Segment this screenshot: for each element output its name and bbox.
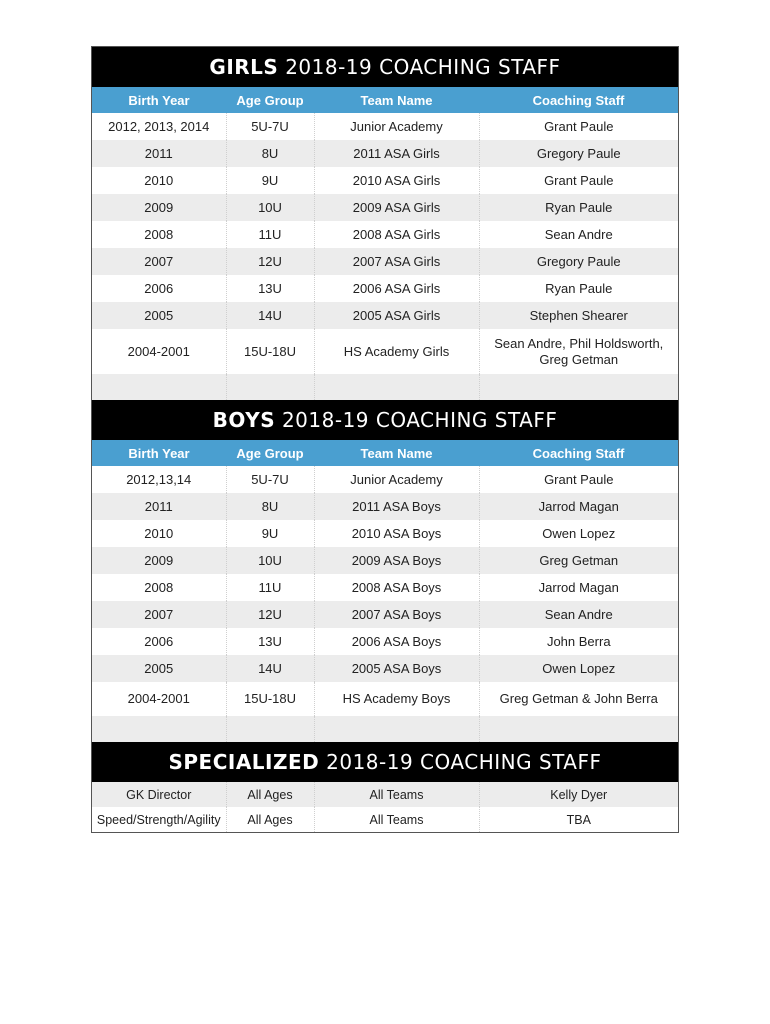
- cell-birth-year: 2010: [92, 167, 226, 194]
- cell-age-group: 14U: [226, 302, 314, 329]
- cell-age-group: 15U-18U: [226, 682, 314, 716]
- cell-coaching-staff: Greg Getman: [479, 547, 678, 574]
- girls-header-row: [92, 87, 678, 113]
- girls-table: [92, 87, 678, 400]
- cell-coaching-staff: Jarrod Magan: [479, 493, 678, 520]
- girls-title-bold: GIRLS: [209, 55, 279, 79]
- cell-coaching-staff: Gregory Paule: [479, 140, 678, 167]
- cell-age-group: 8U: [226, 140, 314, 167]
- cell-team-name: 2005 ASA Girls: [314, 302, 479, 329]
- cell-coaching-staff: Kelly Dyer: [479, 782, 678, 807]
- table-row: [92, 140, 678, 167]
- cell-birth-year: 2007: [92, 248, 226, 275]
- cell-team-name: All Teams: [314, 782, 479, 807]
- girls-title-rest: 2018-19 COACHING STAFF: [285, 55, 561, 79]
- cell-coaching-staff: Grant Paule: [544, 118, 614, 134]
- cell-team-name: 2006 ASA Boys: [314, 628, 479, 655]
- cell-birth-year: 2004-2001: [92, 682, 226, 716]
- boys-table: [92, 440, 678, 742]
- table-row: [92, 275, 678, 302]
- cell-age-group: 14U: [226, 655, 314, 682]
- cell-coaching-staff: Stephen Shearer: [479, 302, 678, 329]
- cell-role: GK Director: [92, 782, 226, 807]
- cell-birth-year: 2009: [92, 194, 226, 221]
- table-row: [92, 782, 678, 807]
- table-row: [92, 302, 678, 329]
- cell-coaching-staff: Grant Paule: [544, 172, 614, 188]
- cell-age-group: 15U-18U: [226, 329, 314, 374]
- col-header-coaching-staff: Coaching Staff: [479, 440, 678, 466]
- cell-team-name: Junior Academy: [314, 113, 479, 140]
- cell-age-group: 13U: [226, 275, 314, 302]
- cell-team-name: 2010 ASA Boys: [314, 520, 479, 547]
- cell-age-group: 5U-7U: [226, 466, 314, 493]
- table-row: [92, 167, 678, 194]
- table-row: [92, 520, 678, 547]
- cell-coaching-staff: Owen Lopez: [542, 525, 616, 541]
- cell-age-group: 10U: [226, 547, 314, 574]
- cell-team-name: 2008 ASA Girls: [314, 221, 479, 248]
- col-header-team-name: Team Name: [314, 87, 479, 113]
- cell-coaching-staff: Jarrod Magan: [538, 579, 619, 595]
- cell-team-name: 2008 ASA Boys: [314, 574, 479, 601]
- cell-birth-year: 2011: [92, 140, 226, 167]
- table-row: [92, 682, 678, 716]
- boys-title-bold: BOYS: [212, 408, 276, 432]
- coaching-staff-sheet: [91, 46, 679, 833]
- empty-row: [92, 716, 678, 742]
- table-row: [92, 574, 678, 601]
- cell-coaching-staff: Greg Getman & John Berra: [499, 691, 658, 706]
- cell-age-group: All Ages: [226, 807, 314, 832]
- cell-age-group: 12U: [226, 248, 314, 275]
- table-row: [92, 221, 678, 248]
- cell-team-name: 2009 ASA Boys: [314, 547, 479, 574]
- cell-team-name: 2011 ASA Boys: [314, 493, 479, 520]
- cell-coaching-staff: TBA: [566, 812, 591, 827]
- table-row: [92, 194, 678, 221]
- empty-row: [92, 374, 678, 400]
- col-header-coaching-staff: Coaching Staff: [479, 87, 678, 113]
- cell-team-name: 2006 ASA Girls: [314, 275, 479, 302]
- cell-age-group: 12U: [226, 601, 314, 628]
- table-row: [92, 547, 678, 574]
- cell-age-group: 5U-7U: [226, 113, 314, 140]
- specialized-table: [92, 782, 678, 832]
- cell-coaching-staff: Grant Paule: [544, 471, 614, 487]
- cell-birth-year: 2008: [92, 574, 226, 601]
- girls-section-title: [92, 47, 678, 87]
- table-row: [92, 655, 678, 682]
- specialized-section-title: [92, 742, 678, 782]
- cell-coaching-staff: Sean Andre, Phil Holdsworth, Greg Getman: [494, 335, 664, 367]
- table-row: [92, 601, 678, 628]
- cell-team-name: Junior Academy: [314, 466, 479, 493]
- cell-birth-year: 2005: [92, 655, 226, 682]
- table-row: [92, 329, 678, 374]
- cell-coaching-staff: Owen Lopez: [479, 655, 678, 682]
- boys-header-row: [92, 440, 678, 466]
- col-header-birth-year: Birth Year: [92, 440, 226, 466]
- cell-birth-year: 2008: [92, 221, 226, 248]
- table-row: [92, 628, 678, 655]
- specialized-title-rest: 2018-19 COACHING STAFF: [326, 750, 602, 774]
- cell-age-group: 8U: [226, 493, 314, 520]
- cell-team-name: 2007 ASA Boys: [314, 601, 479, 628]
- cell-team-name: HS Academy Girls: [314, 329, 479, 374]
- col-header-team-name: Team Name: [314, 440, 479, 466]
- cell-birth-year: 2004-2001: [92, 329, 226, 374]
- cell-team-name: HS Academy Boys: [314, 682, 479, 716]
- cell-role: Speed/Strength/Agility: [92, 807, 226, 832]
- cell-coaching-staff: Gregory Paule: [479, 248, 678, 275]
- cell-team-name: 2009 ASA Girls: [314, 194, 479, 221]
- col-header-age-group: Age Group: [226, 87, 314, 113]
- cell-team-name: All Teams: [314, 807, 479, 832]
- cell-birth-year: 2011: [92, 493, 226, 520]
- cell-team-name: 2005 ASA Boys: [314, 655, 479, 682]
- cell-birth-year: 2009: [92, 547, 226, 574]
- cell-birth-year: 2010: [92, 520, 226, 547]
- cell-coaching-staff: Sean Andre: [479, 601, 678, 628]
- cell-age-group: 10U: [226, 194, 314, 221]
- cell-coaching-staff: John Berra: [546, 633, 611, 649]
- col-header-age-group: Age Group: [226, 440, 314, 466]
- table-row: [92, 493, 678, 520]
- cell-birth-year: 2012, 2013, 2014: [92, 113, 226, 140]
- cell-team-name: 2010 ASA Girls: [314, 167, 479, 194]
- cell-birth-year: 2006: [92, 628, 226, 655]
- table-row: [92, 113, 678, 140]
- cell-age-group: 9U: [226, 167, 314, 194]
- table-row: [92, 807, 678, 832]
- cell-birth-year: 2005: [92, 302, 226, 329]
- cell-birth-year: 2007: [92, 601, 226, 628]
- cell-team-name: 2007 ASA Girls: [314, 248, 479, 275]
- cell-age-group: 11U: [226, 221, 314, 248]
- cell-coaching-staff: Ryan Paule: [545, 280, 613, 296]
- boys-section-title: [92, 400, 678, 440]
- cell-birth-year: 2006: [92, 275, 226, 302]
- table-row: [92, 248, 678, 275]
- cell-coaching-staff: Sean Andre: [544, 226, 613, 242]
- boys-title-rest: 2018-19 COACHING STAFF: [281, 408, 558, 432]
- cell-coaching-staff: Ryan Paule: [479, 194, 678, 221]
- cell-age-group: All Ages: [226, 782, 314, 807]
- table-row: [92, 466, 678, 493]
- col-header-birth-year: Birth Year: [92, 87, 226, 113]
- cell-team-name: 2011 ASA Girls: [314, 140, 479, 167]
- cell-age-group: 11U: [226, 574, 314, 601]
- cell-age-group: 13U: [226, 628, 314, 655]
- specialized-title-bold: SPECIALIZED: [168, 750, 320, 774]
- cell-age-group: 9U: [226, 520, 314, 547]
- cell-birth-year: 2012,13,14: [92, 466, 226, 493]
